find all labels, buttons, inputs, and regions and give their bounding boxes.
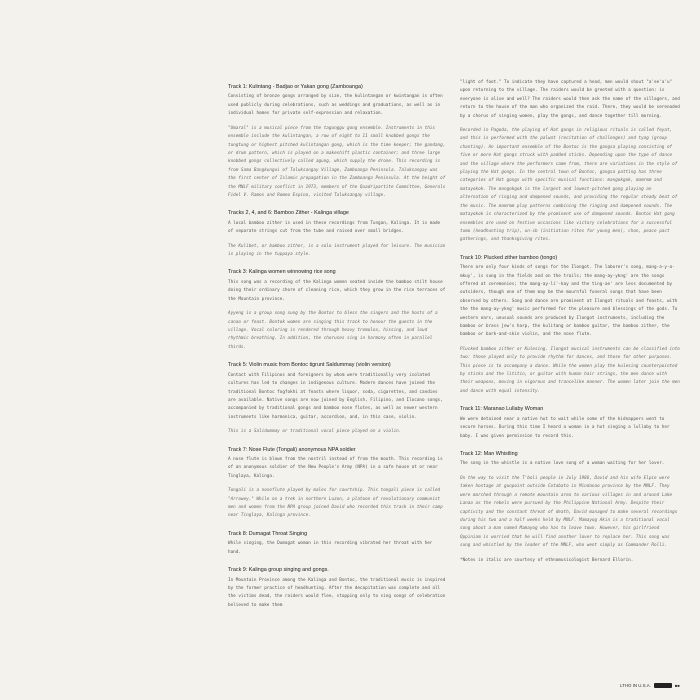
page-footer	[620, 683, 680, 688]
track-section	[228, 269, 446, 352]
italic-note-paragraph: On the way to visit the T'boli people in July 1986, David and his wife Elpie were taken hostage at gunpoint outside Cotabato in Mindanao province by the MNLF. They were marched through a remote mountain area to various villages in and around Lake Lanao as the rebels were pursued by the Philippine National Army. Despite their captivity and the constant threat of death, David managed to make several recordings during his two and a half weeks held by MNLF. Mamayog Akin is a traditional vocal song about a man named Mamayog who has to leave town. However, his girlfriend Oppiniam is worried that he will find another lover to replace her. This song was sung and whistled by the leader of the MNLF, who went simply as Commander Rolli.	[460, 475, 678, 549]
track-title: Track 1: Kulintang - Badjao or Yakan gong (Zamboanga)	[228, 84, 363, 90]
track-section	[460, 255, 682, 397]
italic-note-paragraph: The Kulibet, or bamboo zither, is a solo instrument played for leisure. The musician is playing in the tuppaya style.	[228, 243, 446, 258]
track-title: Track 8: Dumagat Throat Singing	[228, 530, 308, 537]
body-paragraph: While singing, the Dumagat woman in this recording vibrated her throat with her hand.	[228, 541, 433, 555]
italic-note-paragraph: Plucked bamboo zither or Kulesing. Ilongot musical instruments can be classified into two: those played only to provide rhythm for dances, and those for other purposes. This piece is to accompany a dance. While the women play the kulesing counterpointed by sticks and the lititin, or guitar with human hair strings, the men dance with their weapons, moving in vigorous and trancelike manner. The women later join the men and dance with equal intensity.	[460, 346, 680, 394]
track-title: Track 5: Violin music from Bontoc tigrunt Saldummay (violin version)	[228, 362, 391, 369]
body-paragraph: We were detained near a native hut to wait while some of the kidnappers went to secure horses. During this time I heard a woman in a hut singing a lullaby to her baby. I was given permission to record this.	[460, 416, 670, 439]
track-section	[460, 79, 682, 245]
body-paragraph: In Mountain Province among the Kalinga and Bontoc, the traditional music is inspired by the former practice of headhunting. After the decapitation was complete and all the victims dead, the raiders would flee, stopping only to sing songs of celebration believed to make them	[228, 577, 446, 608]
body-paragraph: There are only four kinds of songs for the Ilongot. The laborer's song, mang-a-y-a-mkuy', is sung in the fields and on the trails; the mang-ay-ykng' are the songs offered at ceremonies; the mang-ay-li'-kay and the ting-ae' are less documented by outsiders, though one of them may be the mournful funeral songs that have been observed by others. Song and dance are prominent at Ilongot rituals and feasts, with the the mang-ay-ykng' music performed for the pleasure and blessings of the gods. To western ears, unusual sounds are produced by Ilongot instruments, including the bamboo or brass jew's harp, the kulitang or bamboo guitar, the bamboo zither, the bamboo or bark-and-skin violin, and the nose flute.	[460, 265, 678, 338]
italic-note-paragraph: Tongali is a noseflute played by males for courtship. This tongali piece is called "Arrowey." While on a trek in northern Luzon, a platoon of revolutionary communist men and women from the NPA group joined David who recorded this track in their camp near Tinglaya, Kalinga province.	[228, 488, 443, 519]
right-column	[460, 79, 682, 575]
track-title: Tracks 2, 4, and 6: Bamboo Zither - Kalinga village	[228, 210, 349, 217]
track-title: Track 10: Plucked zither bamboo (tongo)	[460, 254, 558, 261]
body-paragraph: Contact with Filipinos and foreigners by whom were traditionally very isolated cultures has led to changes in indigenous culture. Modern dances have joined the traditional Bontoc fogfokhi at feasts where liquor, soda, cigarettes, and candies are available. Native songs are now joined by English, Filipino, and Ilocano songs, accompanied by traditional gongs and bamboo nose flutes, as well as newer western instruments like harmonica, guitar, accordion, and, in this case, violin.	[228, 372, 443, 420]
track-section	[228, 210, 446, 259]
made-in-label: LTHO IN U.S.A.	[620, 683, 651, 688]
track-title: Track 12: Man Whistling	[460, 451, 518, 457]
track-section	[228, 531, 446, 557]
body-paragraph: A nose flute is blown from the nostril instead of from the mouth. This recording is of an anonymous soldier of the New People's Army (NPA) in a safe house at or near Tinglaya, Kalinga.	[228, 457, 443, 479]
track-section	[460, 451, 682, 565]
track-title: Track 11: Maranao Lullaby Woman	[460, 406, 544, 413]
track-section	[460, 406, 682, 441]
italic-note-paragraph: This is a Salidummay or traditional vocal piece played on a violin.	[228, 429, 402, 435]
track-section	[228, 447, 446, 521]
track-section	[228, 567, 446, 610]
track-title: Track 3: Kalinga women winnowing rice song	[228, 269, 336, 276]
italic-note-paragraph: Recorded in Pagoda, the playing of Hat gongs in religious rituals is called feyat, and this is performed with the palwat (recitation of challenges) and tyag (group chanting). An important ensemble of the Bontoc is the gangsa playing consisting of five or more Hat gongs struck with padded sticks. Depending upon the type of dance and the village where the performers came from, there are variations in the style of playing the Hat gongs. In the central town of Bontoc, gangsa patting has three categories of Hat gongs with specific musical functions: mangokgok, mamrmm and matayokok. The mangokgok is the largest and lowest-pitched gong playing an alternation of ringing and dampened sounds, and providing the regular steady beat of the music. The mamrmm play patterns combining the ringing and dampened sounds. The matayokok is characterized by the prominent use of dampened sounds. Bontoc Hat gong ensembles are used on festive occasions like victory celebrations for a successful tumo (headhunting trip), un-sb (initiation rites for young men), chon, peace pact gatherings, and thanksgiving rites.	[460, 128, 678, 243]
track-title: Track 9: Kalinga group singing and gongs.	[228, 567, 329, 574]
track-section	[228, 84, 446, 200]
page-number: ■■	[674, 683, 680, 688]
track-title: Track 7: Nose Flute (Tongali) anonymous NPA soldier	[228, 446, 356, 453]
italic-note-paragraph: "Umaral" is a musical piece from the tagunggu gong ensemble. Instruments in this ensemble include the kulintangan, a row of eight to 11 small knobbed gongs the tungtung or highest pitched kulintangan gong, which is the time keeper; the gandang, or drum pattern, which is played on a makeshift plastic container; and three large knobbed gongs collectively called agung, which supply the drone. This recording is from Sama Bangkungui of Taluksangay Village, Zamboanga Peninsula. Taluksangay was the first center of Islamic propagation in the Zamboanga Peninsula. At the height of the MNLF military conflict in 1973, members of the Quadripartite Committee, Generals Fidel V. Ramos and Romeo Espino, visited Taluksangay village.	[228, 125, 446, 198]
body-paragraph: The song in the whistle is a native love song of a woman waiting for her lover.	[460, 461, 665, 467]
label-logo-icon	[654, 683, 672, 688]
left-column	[228, 84, 446, 620]
body-paragraph: *Notes in italic are courtesy of ethnomusicologist Bernard Ellorin.	[460, 557, 634, 563]
track-section	[228, 362, 446, 436]
body-paragraph: A local bamboo zither is used in these recordings from Tungan, Kalinga. It is made of separate strings cut from the tube and raised over small bridges.	[228, 220, 441, 235]
italic-note-paragraph: Ayyeng is a group song sung by the Bontoc to bless the singers and the hosts of a canao or feast. Bontok women are singing this track to honour the guests in the village. Vocal coloring is rendered through heavy tremolos, hissing, and loud rhythmic breathing. In addition, the choruses sing in harmony often in parallel thirds.	[228, 311, 438, 350]
body-paragraph: Consisting of bronze gongs arranged by size, the kulintangan or kwintangan is often used publicly during celebrations, such as weddings and graduations, as well as in individual homes for private self-expression and relaxation.	[228, 94, 443, 117]
body-paragraph: "light of foot." To indicate they have captured a head, men would shout "a'ee'a'u" upon returning to the village. The raiders would be greeted with a question: is everyone is alive and well? The raiders would then ask the name of the villagers, and return to the house of the man who organized the raid. There, they would be serenaded by a chorus of singing women, play the gongs, and dance together till morning.	[460, 80, 680, 119]
body-paragraph: This song was a recording of the Kalinga women seated inside the bamboo stilt house doing their ordinary chore of cleaning rice, which they grow in the rice terraces of the Mountain province.	[228, 279, 446, 302]
